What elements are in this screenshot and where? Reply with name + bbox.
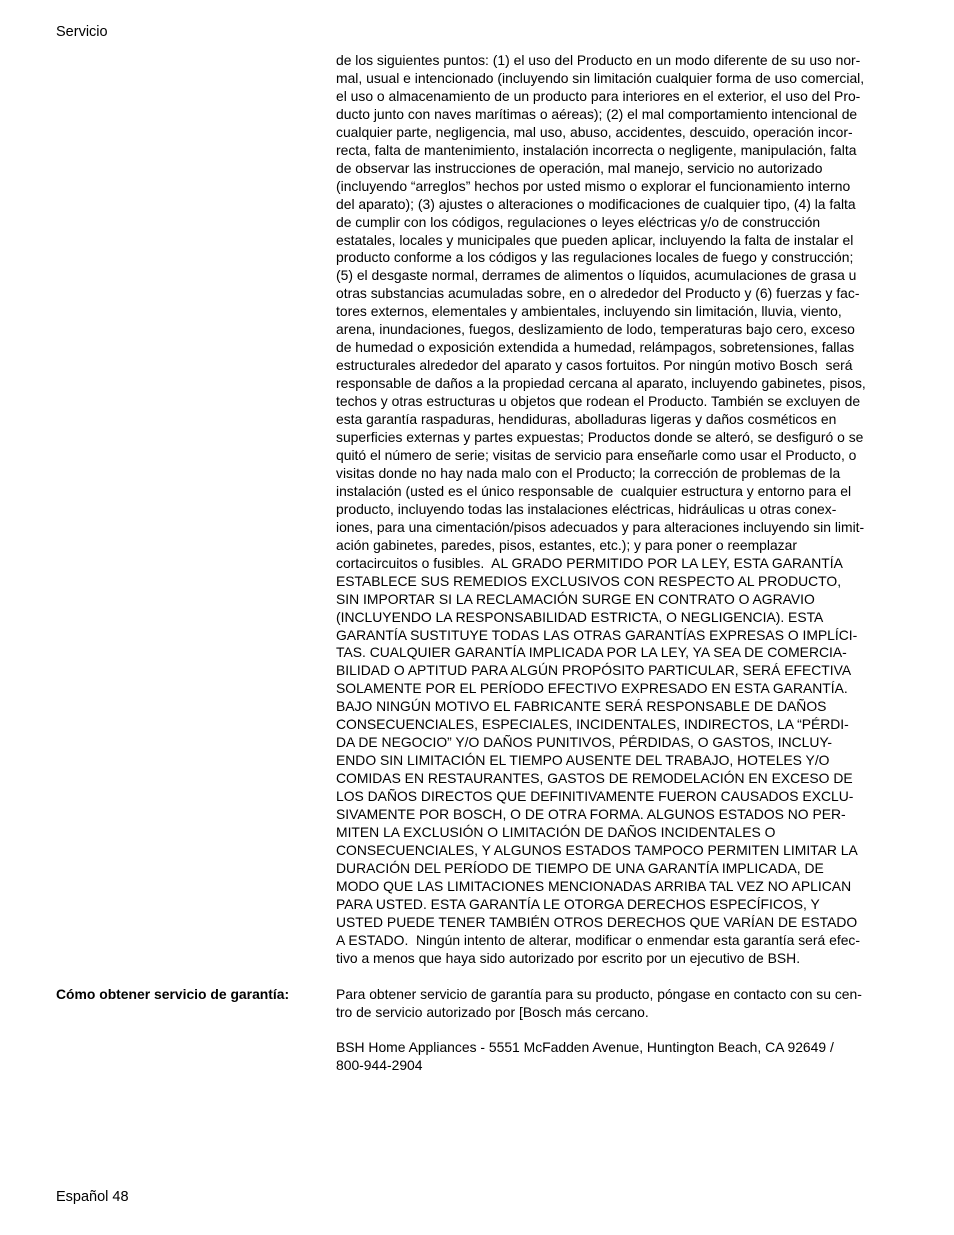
text-line: tro de servicio autorizado por [Bosch más cercano. bbox=[336, 1003, 649, 1020]
text-line: cortacircuitos o fusibles. AL GRADO PERMITIDO POR LA LEY, ESTA GARANTÍA bbox=[336, 554, 843, 571]
address-line: BSH Home Appliances - 5551 McFadden Avenue, Huntington Beach, CA 92649 / bbox=[336, 1039, 834, 1055]
text-line: producto, incluyendo todas las instalaciones eléctricas, hidráulicas u otras conex- bbox=[336, 500, 837, 517]
warranty-exclusions-text bbox=[336, 52, 902, 968]
text-line: (5) el desgaste normal, derrames de alimentos o líquidos, acumulaciones de grasa u bbox=[336, 267, 857, 284]
text-line: iones, para una cimentación/pisos adecuados y para alteraciones incluyendo sin limit- bbox=[336, 518, 865, 535]
text-line: DURACIÓN DEL PERÍODO DE TIEMPO DE UNA GARANTÍA IMPLICADA, DE bbox=[336, 859, 824, 876]
text-line: cualquier parte, negligencia, mal uso, abuso, accidentes, descuido, operación incor- bbox=[336, 123, 853, 140]
text-line: visitas donde no hay nada malo con el Producto; la corrección de problemas de la bbox=[336, 464, 841, 481]
text-line: (INCLUYENDO LA RESPONSABILIDAD ESTRICTA, O NEGLIGENCIA). ESTA bbox=[336, 608, 824, 625]
text-line: tivo a menos que haya sido autorizado por escrito por un ejecutivo de BSH. bbox=[336, 949, 801, 966]
text-line: estructurales alrededor del aparato y casos fortuitos. Por ningún motivo Bosch será bbox=[336, 357, 853, 374]
text-line: de observar las instrucciones de operación, mal manejo, servicio no autorizado bbox=[336, 159, 823, 176]
text-line: USTED PUEDE TENER TAMBIÉN OTROS DERECHOS QUE VARÍAN DE ESTADO bbox=[336, 913, 858, 930]
address-line: 800-944-2904 bbox=[336, 1056, 423, 1073]
text-line: de los siguientes puntos: (1) el uso del Producto en un modo diferente de su uso nor- bbox=[336, 52, 861, 68]
text-line: de humedad o exposición extendida a humedad, relámpagos, sobretensiones, fallas bbox=[336, 339, 855, 356]
text-line: MODO QUE LAS LIMITACIONES MENCIONADAS ARRIBA TAL VEZ NO APLICAN bbox=[336, 877, 852, 894]
text-line: COMIDAS EN RESTAURANTES, GASTOS DE REMODELACIÓN EN EXCESO DE bbox=[336, 770, 853, 787]
text-line: CONSECUENCIALES, ESPECIALES, INCIDENTALES, INDIRECTOS, LA “PÉRDI- bbox=[336, 716, 849, 733]
text-line: BAJO NINGÚN MOTIVO EL FABRICANTE SERÁ RESPONSABLE DE DAÑOS bbox=[336, 698, 827, 715]
text-line: responsable de daños a la propiedad cercana al aparato, incluyendo gabinetes, pisos, bbox=[336, 375, 866, 392]
text-line: BILIDAD O APTITUD PARA ALGÚN PROPÓSITO PARTICULAR, SERÁ EFECTIVA bbox=[336, 662, 852, 679]
text-line: instalación (usted es el único responsable de cualquier estructura y entorno para el bbox=[336, 482, 852, 499]
text-line: de cumplir con los códigos, regulaciones o leyes eléctricas y/o de construcción bbox=[336, 213, 821, 230]
text-line: el uso o almacenamiento de un producto para interiores en el exterior, el uso del Pro- bbox=[336, 87, 861, 104]
text-line: Para obtener servicio de garantía para su producto, póngase en contacto con su cen- bbox=[336, 986, 862, 1002]
text-line: ducto junto con naves marítimas o aéreas); (2) el mal comportamiento intencional de bbox=[336, 105, 858, 122]
text-line: TAS. CUALQUIER GARANTÍA IMPLICADA POR LA LEY, YA SEA DE COMERCIA- bbox=[336, 644, 847, 661]
text-line: producto conforme a los códigos y las regulaciones locales de fuego y construcción; bbox=[336, 249, 854, 266]
text-line: DA DE NEGOCIO” Y/O DAÑOS PUNITIVOS, PÉRDIDAS, O GASTOS, INCLUY- bbox=[336, 734, 833, 751]
text-line: ENDO SIN LIMITACIÓN EL TIEMPO AUSENTE DEL TRABAJO, HOTELES Y/O bbox=[336, 752, 830, 769]
text-line: mal, usual e intencionado (incluyendo sin limitación cualquier forma de uso comercial, bbox=[336, 69, 865, 86]
text-line: del aparato); (3) ajustes o alteraciones o modificaciones de cualquier tipo, (4) la falta bbox=[336, 195, 856, 212]
service-section-heading: Cómo obtener servicio de garantía: bbox=[56, 986, 290, 1002]
text-line: arena, inundaciones, fuegos, deslizamiento de lodo, temperaturas bajo cero, exceso bbox=[336, 321, 855, 338]
text-line: techos y otras estructuras u objetos que rodean el Producto. También se excluyen de bbox=[336, 393, 861, 410]
text-line: otras substancias acumuladas sobre, en o alrededor del Producto y (6) fuerzas y fac- bbox=[336, 285, 860, 302]
text-line: tores externos, elementales y ambientales, incluyendo sin limitación, lluvia, viento, bbox=[336, 303, 842, 320]
text-line: (incluyendo “arreglos” hechos por usted mismo o explorar el funcionamiento interno bbox=[336, 177, 851, 194]
text-line: SIVAMENTE POR BOSCH, O DE OTRA FORMA. ALGUNOS ESTADOS NO PER- bbox=[336, 806, 846, 823]
text-line: ESTABLECE SUS REMEDIOS EXCLUSIVOS CON RESPECTO AL PRODUCTO, bbox=[336, 572, 842, 589]
service-instructions-text bbox=[336, 986, 902, 1022]
service-address-text bbox=[336, 1039, 902, 1075]
page-number-footer: Español 48 bbox=[56, 1189, 129, 1205]
text-line: esta garantía raspaduras, hendiduras, abolladuras ligeras y daños cosméticos en bbox=[336, 411, 837, 428]
text-line: SOLAMENTE POR EL PERÍODO EFECTIVO EXPRESADO EN ESTA GARANTÍA. bbox=[336, 680, 848, 697]
text-line: SIN IMPORTAR SI LA RECLAMACIÓN SURGE EN CONTRATO O AGRAVIO bbox=[336, 590, 815, 607]
text-line: GARANTÍA SUSTITUYE TODAS LAS OTRAS GARANTÍAS EXPRESAS O IMPLÍCI- bbox=[336, 626, 858, 643]
text-line: MITEN LA EXCLUSIÓN O LIMITACIÓN DE DAÑOS INCIDENTALES O bbox=[336, 823, 776, 840]
text-line: CONSECUENCIALES, Y ALGUNOS ESTADOS TAMPOCO PERMITEN LIMITAR LA bbox=[336, 841, 858, 858]
text-line: LOS DAÑOS DIRECTOS QUE DEFINITIVAMENTE FUERON CAUSADOS EXCLU- bbox=[336, 788, 854, 805]
text-line: recta, falta de mantenimiento, instalación incorrecta o negligente, manipulación, falta bbox=[336, 141, 857, 158]
text-line: PARA USTED. ESTA GARANTÍA LE OTORGA DERECHOS ESPECÍFICOS, Y bbox=[336, 895, 820, 912]
text-line: A ESTADO. Ningún intento de alterar, modificar o enmendar esta garantía será efec- bbox=[336, 931, 861, 948]
text-line: estatales, locales y municipales que pueden aplicar, incluyendo la falta de instalar el bbox=[336, 231, 854, 248]
running-header: Servicio bbox=[56, 24, 108, 40]
text-line: quitó el número de serie; visitas de servicio para enseñarle como usar el Producto, o bbox=[336, 446, 857, 463]
text-line: superficies externas y partes expuestas; Productos donde se alteró, se desfiguró o se bbox=[336, 429, 864, 446]
text-line: ación gabinetes, paredes, pisos, estantes, etc.); y para poner o reemplazar bbox=[336, 536, 797, 553]
